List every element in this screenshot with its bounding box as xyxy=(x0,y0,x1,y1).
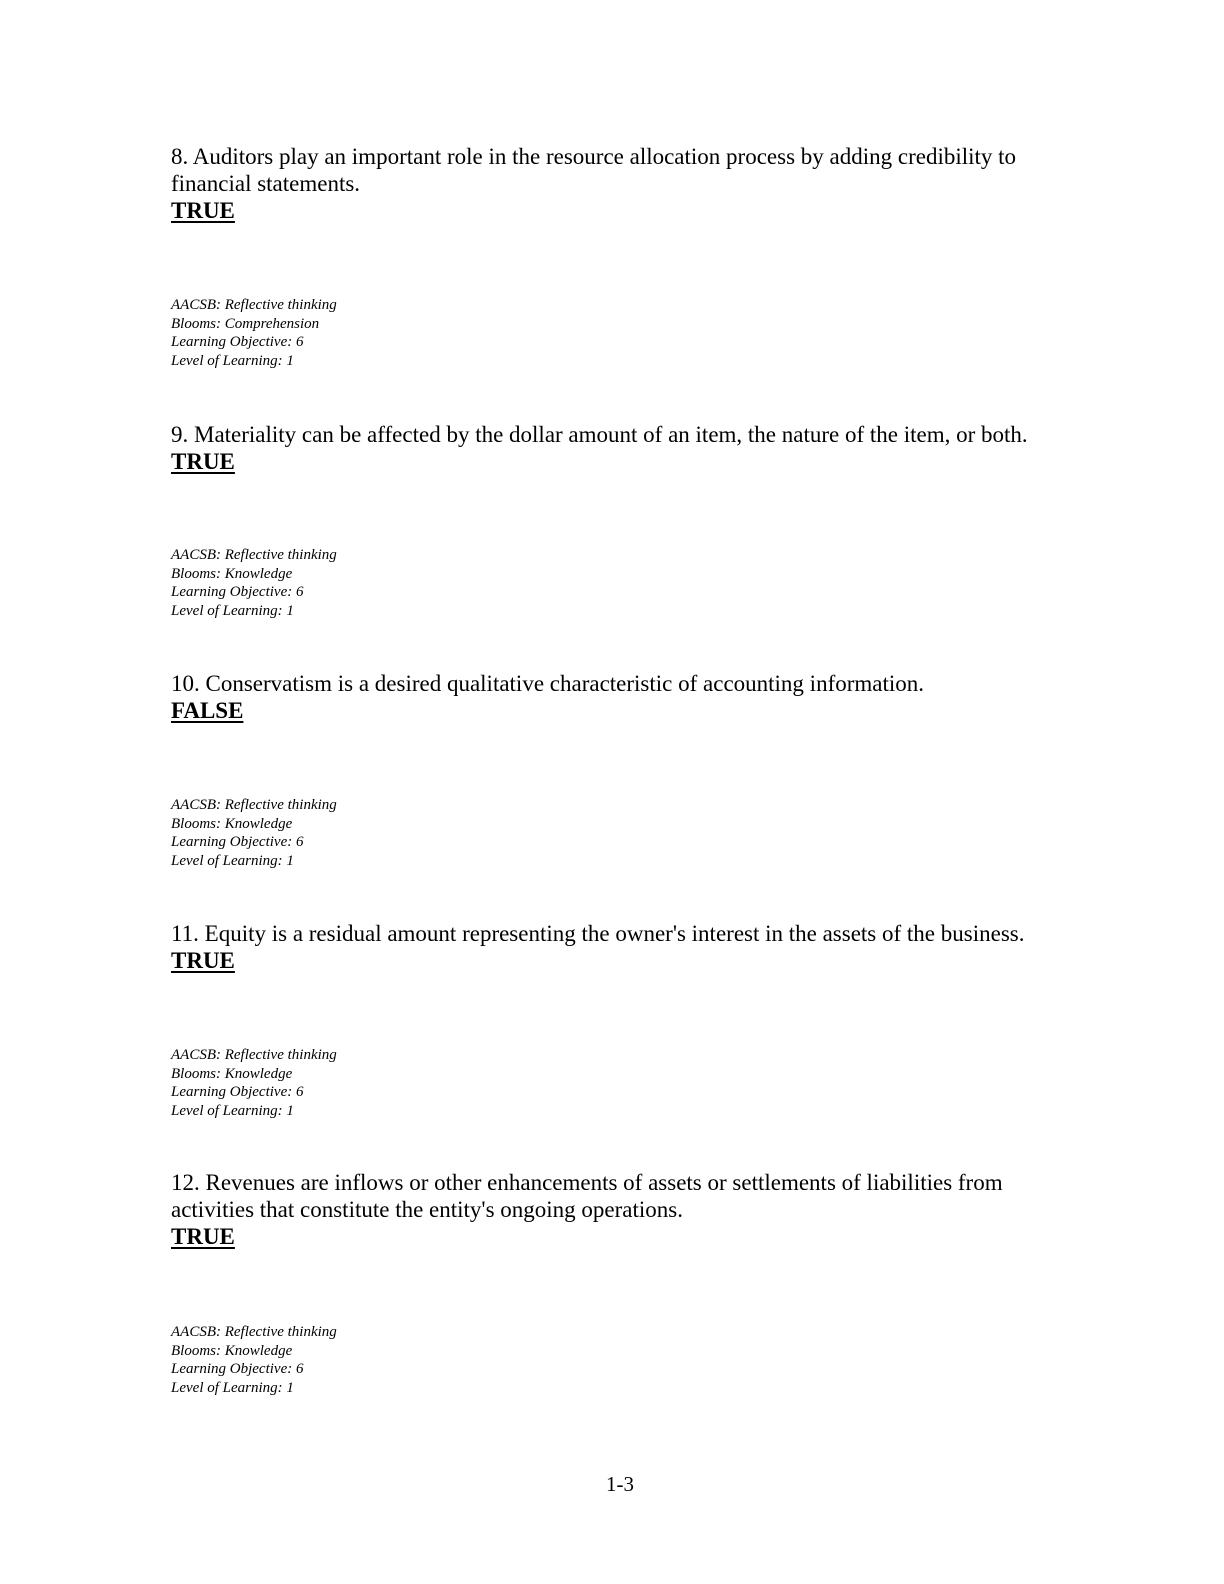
answer-text: TRUE xyxy=(171,449,235,474)
meta-level-of-learning: Level of Learning: 1 xyxy=(171,1379,294,1396)
question-text: 9. Materiality can be affected by the dollar amount of an item, the nature of the item, or both. xyxy=(171,422,1028,447)
meta-blooms: Blooms: Knowledge xyxy=(171,565,293,582)
question-metadata xyxy=(171,1046,337,1120)
meta-aacsb: AACSB: Reflective thinking xyxy=(171,547,337,563)
meta-learning-objective: Learning Objective: 6 xyxy=(171,334,304,350)
question-metadata xyxy=(171,1323,337,1397)
question-metadata xyxy=(171,546,337,620)
meta-aacsb: AACSB: Reflective thinking xyxy=(171,797,337,813)
meta-blooms: Blooms: Comprehension xyxy=(171,315,320,332)
question-block-9 xyxy=(171,421,1071,619)
meta-aacsb: AACSB: Reflective thinking xyxy=(171,1324,337,1340)
answer-text: TRUE xyxy=(171,948,235,973)
question-block-8 xyxy=(171,143,1071,369)
answer-text: FALSE xyxy=(171,698,244,723)
meta-learning-objective: Learning Objective: 6 xyxy=(171,1361,304,1377)
question-metadata xyxy=(171,796,337,870)
meta-level-of-learning: Level of Learning: 1 xyxy=(171,852,294,869)
answer-text: TRUE xyxy=(171,1224,235,1249)
meta-level-of-learning: Level of Learning: 1 xyxy=(171,1102,294,1119)
question-text: 12. Revenues are inflows or other enhancements of assets or settlements of liabilities from activities that constitute the entity's ongoing operations. xyxy=(171,1170,1003,1222)
question-block-11 xyxy=(171,920,1071,1119)
page-number: 1-3 xyxy=(606,1472,634,1496)
meta-learning-objective: Learning Objective: 6 xyxy=(171,1084,304,1100)
question-text: 8. Auditors play an important role in the resource allocation process by adding credibility to financial statements. xyxy=(171,144,1017,196)
meta-blooms: Blooms: Knowledge xyxy=(171,1065,293,1082)
question-block-10 xyxy=(171,670,1071,869)
meta-aacsb: AACSB: Reflective thinking xyxy=(171,297,337,313)
meta-level-of-learning: Level of Learning: 1 xyxy=(171,602,294,619)
meta-blooms: Blooms: Knowledge xyxy=(171,815,293,832)
meta-level-of-learning: Level of Learning: 1 xyxy=(171,352,294,369)
meta-aacsb: AACSB: Reflective thinking xyxy=(171,1047,337,1063)
answer-text: TRUE xyxy=(171,198,235,223)
meta-blooms: Blooms: Knowledge xyxy=(171,1342,293,1359)
meta-learning-objective: Learning Objective: 6 xyxy=(171,584,304,600)
question-text: 10. Conservatism is a desired qualitative characteristic of accounting information. xyxy=(171,671,925,696)
meta-learning-objective: Learning Objective: 6 xyxy=(171,834,304,850)
question-text: 11. Equity is a residual amount representing the owner's interest in the assets of the business. xyxy=(171,921,1025,946)
question-block-12 xyxy=(171,1169,1071,1396)
question-metadata xyxy=(171,296,337,370)
